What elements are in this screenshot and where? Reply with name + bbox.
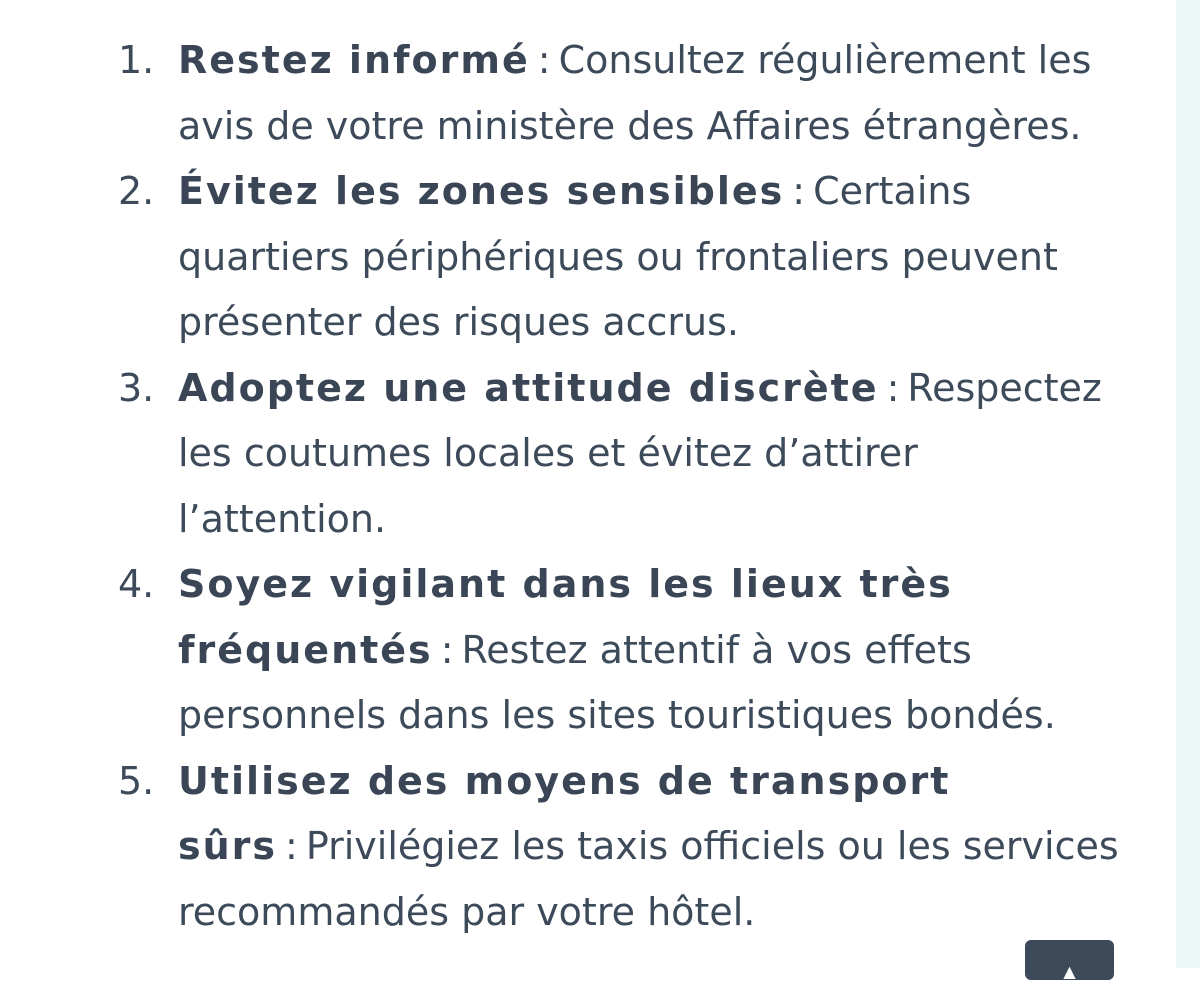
item-number: 4. xyxy=(118,562,155,606)
item-title: Soyez vigilant dans les lieux très fréquentés xyxy=(178,562,953,672)
item-title: Utilisez des moyens de transport sûrs xyxy=(178,758,951,868)
list-item xyxy=(0,159,1176,356)
item-text: Restez attentif à vos effets personnels dans les sites touristiques bondés. xyxy=(178,627,1056,737)
item-text: Respectez les coutumes locales et évitez d’attirer l’attention. xyxy=(178,365,1102,541)
item-title: Restez informé xyxy=(178,38,530,82)
item-number: 1. xyxy=(118,38,155,82)
item-number: 5. xyxy=(118,758,155,803)
item-text: Privilégiez les taxis officiels ou les services recommandés par votre hôtel. xyxy=(178,824,1119,934)
list-item xyxy=(0,552,1176,749)
item-separator: : xyxy=(285,824,298,868)
item-text: Certains quartiers périphériques ou frontaliers peuvent présenter des risques accrus. xyxy=(178,169,1058,344)
item-text: Consultez régulièrement les avis de votre ministère des Affaires étrangères. xyxy=(178,38,1092,148)
list-item xyxy=(0,28,1176,159)
item-number: 2. xyxy=(118,169,155,213)
item-separator: : xyxy=(792,169,806,213)
item-separator: : xyxy=(537,38,551,82)
item-separator: : xyxy=(886,365,900,410)
item-number: 3. xyxy=(118,365,155,410)
scroll-to-top-button[interactable] xyxy=(1025,940,1114,980)
list-item xyxy=(0,356,1176,553)
page-side-strip xyxy=(1176,0,1200,968)
list-item xyxy=(0,749,1176,946)
item-title: Évitez les zones sensibles xyxy=(178,169,785,213)
safety-tips-list xyxy=(0,28,1176,945)
item-title: Adoptez une attitude discrète xyxy=(178,365,879,410)
item-separator: : xyxy=(440,627,454,672)
chevron-up-icon: ▲ xyxy=(1063,962,1076,981)
